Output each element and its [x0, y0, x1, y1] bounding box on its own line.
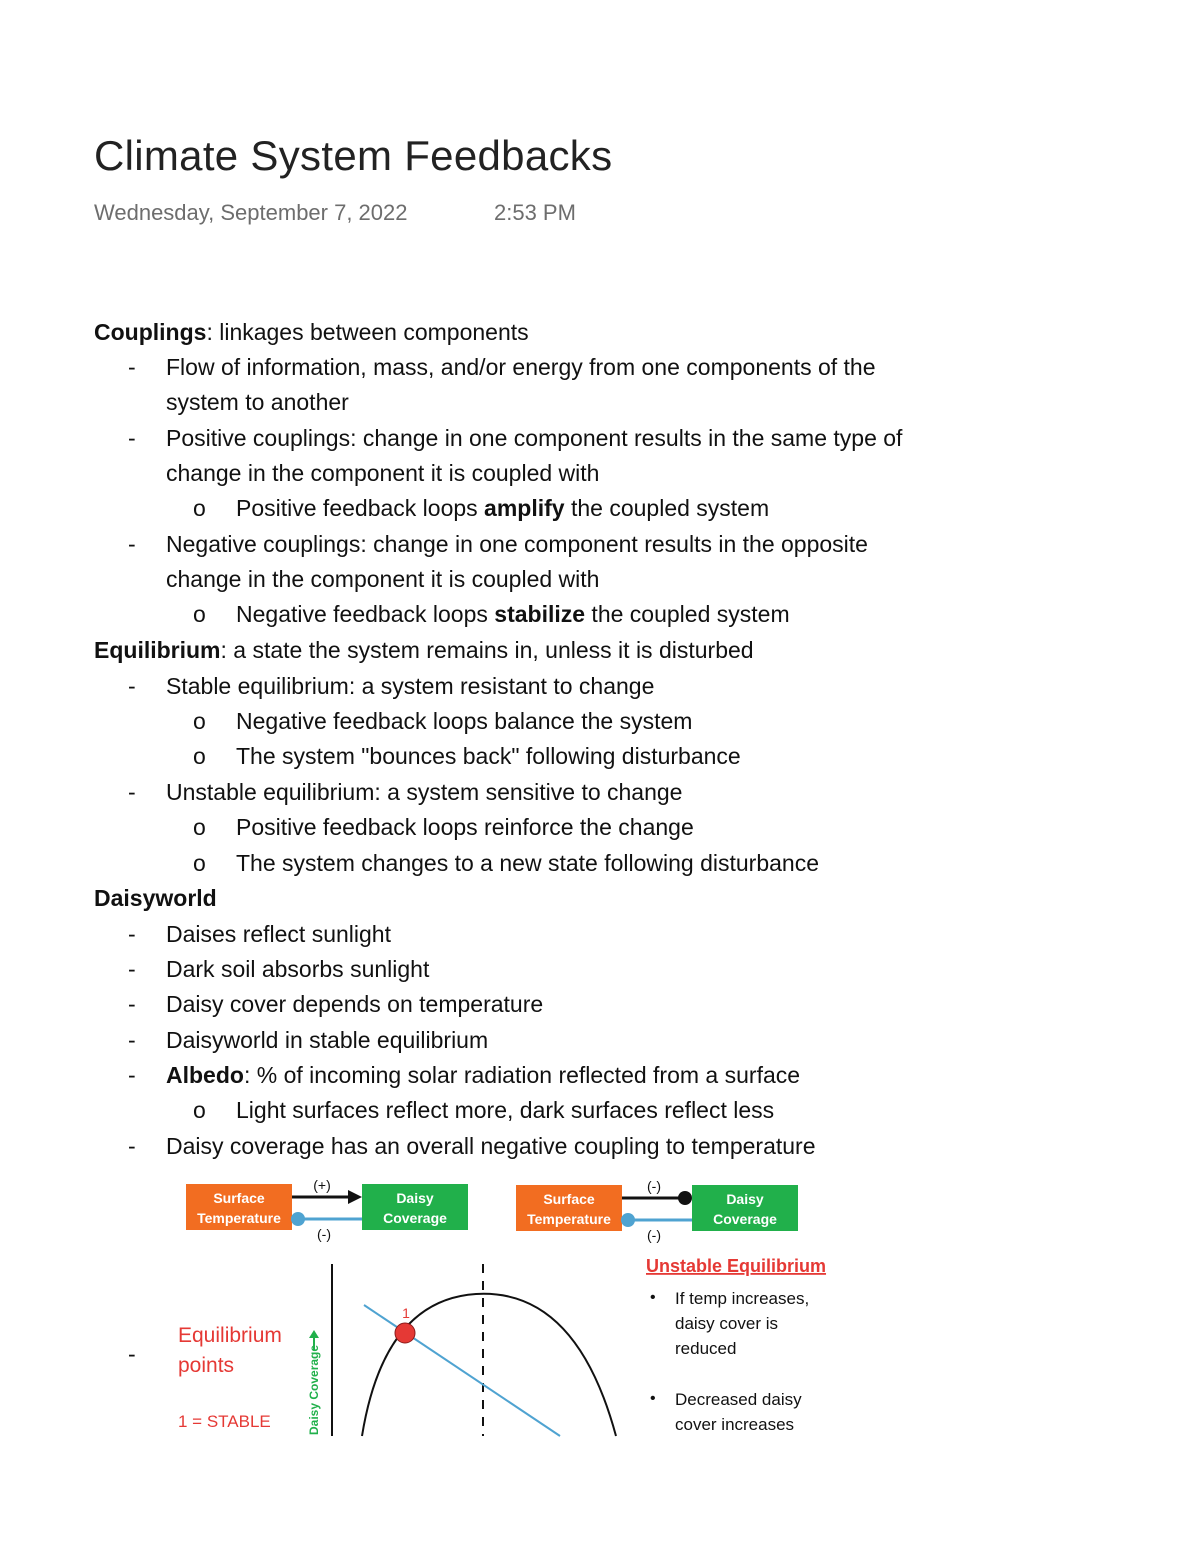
equilibrium-point-icon [395, 1323, 415, 1343]
list-item: Albedo: % of incoming solar radiation reflected from a surface [166, 1062, 801, 1088]
list-item: Daisy coverage has an overall negative coupling to temperature [166, 1133, 816, 1159]
note-time: 2:53 PM [494, 200, 576, 225]
daisyworld-heading: Daisyworld [94, 885, 217, 911]
box-label: Coverage [713, 1211, 777, 1227]
sub-marker: o [193, 743, 206, 769]
box-label: Surface [543, 1191, 595, 1207]
box-label: Daisy [726, 1191, 764, 1207]
list-item-continued: change in the component it is coupled with [166, 460, 600, 486]
dash-marker: - [128, 1027, 136, 1053]
left-coupling-diagram [186, 1177, 468, 1242]
coupling-sign: (-) [647, 1178, 661, 1194]
list-item: Positive couplings: change in one component results in the same type of [166, 425, 903, 451]
bullet-text: daisy cover is [675, 1314, 778, 1333]
box-label: Temperature [197, 1210, 281, 1226]
box-label: Daisy [396, 1190, 434, 1206]
list-item: Unstable equilibrium: a system sensitive to change [166, 779, 683, 805]
bullet-icon: • [650, 1289, 656, 1306]
sub-marker: o [193, 1097, 206, 1123]
note-date: Wednesday, September 7, 2022 [94, 200, 408, 225]
list-item: Daises reflect sunlight [166, 921, 391, 947]
sub-list-item: Negative feedback loops balance the system [236, 708, 693, 734]
couplings-heading: Couplings: linkages between components [94, 319, 529, 345]
page-title: Climate System Feedbacks [94, 132, 613, 179]
dash-marker: - [128, 354, 136, 380]
sub-list-item: Light surfaces reflect more, dark surfaces reflect less [236, 1097, 775, 1123]
list-item-continued: change in the component it is coupled with [166, 566, 600, 592]
sub-list-item: The system changes to a new state following disturbance [236, 850, 819, 876]
sub-marker: o [193, 814, 206, 840]
box-label: Surface [213, 1190, 265, 1206]
equilibrium-heading: Equilibrium: a state the system remains in, unless it is disturbed [94, 637, 754, 663]
dash-marker: - [128, 673, 136, 699]
sub-list-item: Positive feedback loops amplify the coupled system [236, 495, 770, 521]
arrow-head-icon [348, 1190, 362, 1204]
list-item: Daisyworld in stable equilibrium [166, 1027, 489, 1053]
negative-link-dot-icon [291, 1212, 305, 1226]
sub-list-item: The system "bounces back" following disturbance [236, 743, 741, 769]
negative-link-dot-icon [678, 1191, 692, 1205]
dash-marker: - [128, 991, 136, 1017]
list-item: Daisy cover depends on temperature [166, 991, 544, 1017]
right-coupling-diagram [516, 1178, 798, 1243]
dash-marker: - [128, 956, 136, 982]
list-item: Stable equilibrium: a system resistant to change [166, 673, 655, 699]
bullet-text: Decreased daisy [675, 1390, 802, 1409]
sub-list-item: Negative feedback loops stabilize the coupled system [236, 601, 790, 627]
coupling-sign: (-) [317, 1226, 331, 1242]
dash-marker: - [128, 425, 136, 451]
equilibrium-plot [332, 1264, 616, 1436]
dash-marker: - [128, 531, 136, 557]
dash-marker: - [128, 779, 136, 805]
daisy-curve [362, 1294, 616, 1436]
equilibrium-points-label: points [178, 1354, 235, 1377]
equilibrium-points-label: Equilibrium [178, 1324, 282, 1347]
unstable-equilibrium-title: Unstable Equilibrium [646, 1256, 827, 1276]
bullet-text: reduced [675, 1339, 737, 1358]
box-label: Temperature [527, 1211, 611, 1227]
coupling-sign: (+) [313, 1177, 331, 1193]
sub-marker: o [193, 850, 206, 876]
list-item-continued: system to another [166, 389, 349, 415]
dash-marker: - [128, 1341, 136, 1367]
dash-marker: - [128, 1133, 136, 1159]
box-label: Coverage [383, 1210, 447, 1226]
sub-marker: o [193, 601, 206, 627]
dash-marker: - [128, 1062, 136, 1088]
bullet-text: cover increases [675, 1415, 795, 1434]
sub-list-item: Positive feedback loops reinforce the change [236, 814, 694, 840]
daisyworld-figure [176, 1160, 836, 1440]
sub-marker: o [193, 495, 206, 521]
dash-marker: - [128, 921, 136, 947]
list-item: Flow of information, mass, and/or energy from one components of the [166, 354, 876, 380]
coupling-sign: (-) [647, 1227, 661, 1243]
equilibrium-point-label: 1 [402, 1305, 410, 1321]
y-axis-label: Daisy Coverage [307, 1344, 321, 1435]
negative-link-dot-icon [621, 1213, 635, 1227]
sub-marker: o [193, 708, 206, 734]
bullet-icon: • [650, 1390, 656, 1407]
list-item: Dark soil absorbs sunlight [166, 956, 430, 982]
temperature-line [364, 1305, 560, 1436]
bullet-text: If temp increases, [675, 1289, 810, 1308]
stable-label: 1 = STABLE [178, 1412, 271, 1431]
list-item: Negative couplings: change in one component results in the opposite [166, 531, 868, 557]
y-axis-label-group [307, 1345, 321, 1435]
